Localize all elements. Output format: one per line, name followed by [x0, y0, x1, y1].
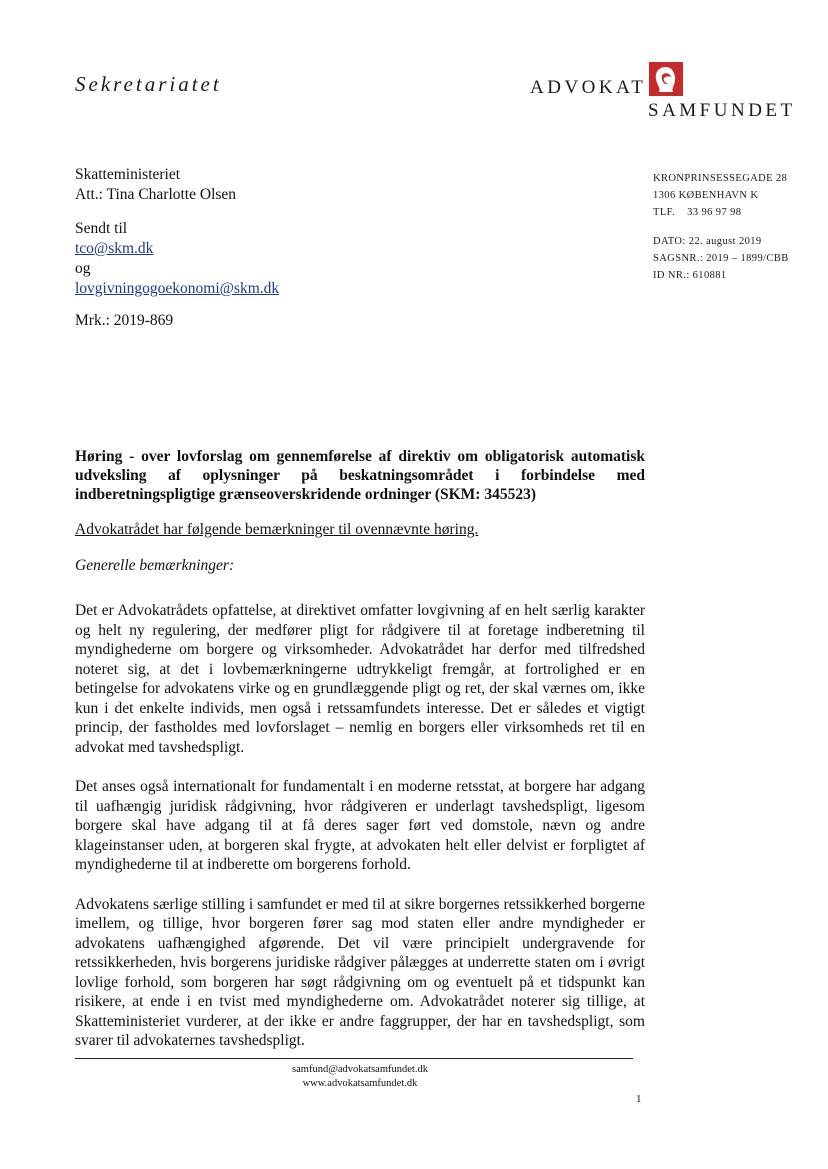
sender-city: 1306 KØBENHAVN K	[653, 190, 759, 201]
sender-info-block	[653, 170, 789, 284]
section-heading: Generelle bemærkninger:	[75, 557, 235, 574]
logo-text-samfundet: SAMFUNDET	[648, 100, 796, 121]
department-name: Sekretariatet	[75, 72, 222, 96]
letter-title: Høring - over lovforslag om gennemførelse af direktiv om obligatorisk automatisk udveksling af oplysninger på beskatningsområdet i forbindelse med indberetningspligtige grænseoverskridende ordninger (SKM: 345523)	[75, 448, 645, 503]
email-link-tco[interactable]: tco@skm.dk	[75, 240, 154, 257]
footer	[75, 1063, 645, 1091]
advokatsamfundet-logo-icon	[649, 62, 683, 96]
recipient-attention: Att.: Tina Charlotte Olsen	[75, 186, 237, 203]
letter-intro: Advokatrådet har følgende bemærkninger til ovennævnte høring.	[75, 521, 479, 538]
footer-email[interactable]: samfund@advokatsamfundet.dk	[292, 1064, 428, 1075]
sender-street: KRONPRINSESSEGADE 28	[653, 173, 788, 184]
and-word: og	[75, 260, 91, 277]
page-number: 1	[636, 1093, 642, 1105]
footer-website[interactable]: www.advokatsamfundet.dk	[302, 1078, 418, 1089]
body-paragraph: Det er Advokatrådets opfattelse, at direktivet omfatter lovgivning af en helt særlig karakter og helt ny regulering, der medfører pligt for rådgivere til at foretage indberetning til myndighederne om borgere og virksomheder. Advokatrådet har derfor med tilfredshed noteret sig, at det i lovbemærkningerne udtrykkeligt fremgår, at fortrolighed er en betingelse for advokatens virke og en grundlæggende pligt og ret, der skal værnes om, ikke kun i det enkelte individs, men også i retssamfundets interesse. Det er således et vigtigt princip, der fastholdes med lovforslaget – nemlig en borgers eller virksomheds ret til en advokat med tavshedspligt.	[75, 602, 645, 756]
letter-body	[75, 601, 645, 1071]
id-number: ID NR.: 610881	[653, 270, 727, 281]
email-link-lovgivning[interactable]: lovgivningogoekonomi@skm.dk	[75, 280, 280, 297]
body-paragraph: Advokatens særlige stilling i samfundet er med til at sikre borgernes retssikkerhed borgerne imellem, og tillige, hvor borgeren fører sag mod staten eller andre myndigheder er advokatens uafhængighed afgørende. Det vil være principielt undergravende for retssikkerheden, hvis borgerens juridiske rådgiver pålægges at underrette staten om i øvrigt lovlige forhold, som borgeren har søgt rådgivning om og eventuelt på et tidspunkt kan risikere, at ende i en tvist med myndighederne om. Advokatrådet noterer sig tillige, at Skatteministeriet vurderer, at der ikke er andre faggrupper, der har en tavshedspligt, som svarer til advokaternes tavshedspligt.	[75, 895, 645, 1049]
case-number: SAGSNR.: 2019 – 1899/CBB	[653, 253, 789, 264]
sender-phone: TLF. 33 96 97 98	[653, 207, 742, 218]
recipient-name: Skatteministeriet	[75, 166, 181, 183]
reference-number: Mrk.: 2019-869	[75, 312, 174, 329]
sent-to-label: Sendt til	[75, 220, 128, 237]
recipient-block	[75, 165, 279, 331]
body-paragraph: Det anses også internationalt for fundamentalt i en moderne retsstat, at borgere har adgang til uafhængig juridisk rådgivning, hvor rådgiveren er underlagt tavshedspligt, ligesom borgere skal have adgang til at få deres sager ført ved domstole, nævn og andre klageinstanser uden, at borgeren skal frygte, at advokaten helt eller delvist er forpligtet af myndighederne til at indberette om borgerens forhold.	[75, 778, 645, 873]
letter-date: DATO: 22. august 2019	[653, 236, 762, 247]
logo-text-advokat: ADVOKAT	[530, 77, 647, 98]
footer-divider	[75, 1058, 633, 1059]
